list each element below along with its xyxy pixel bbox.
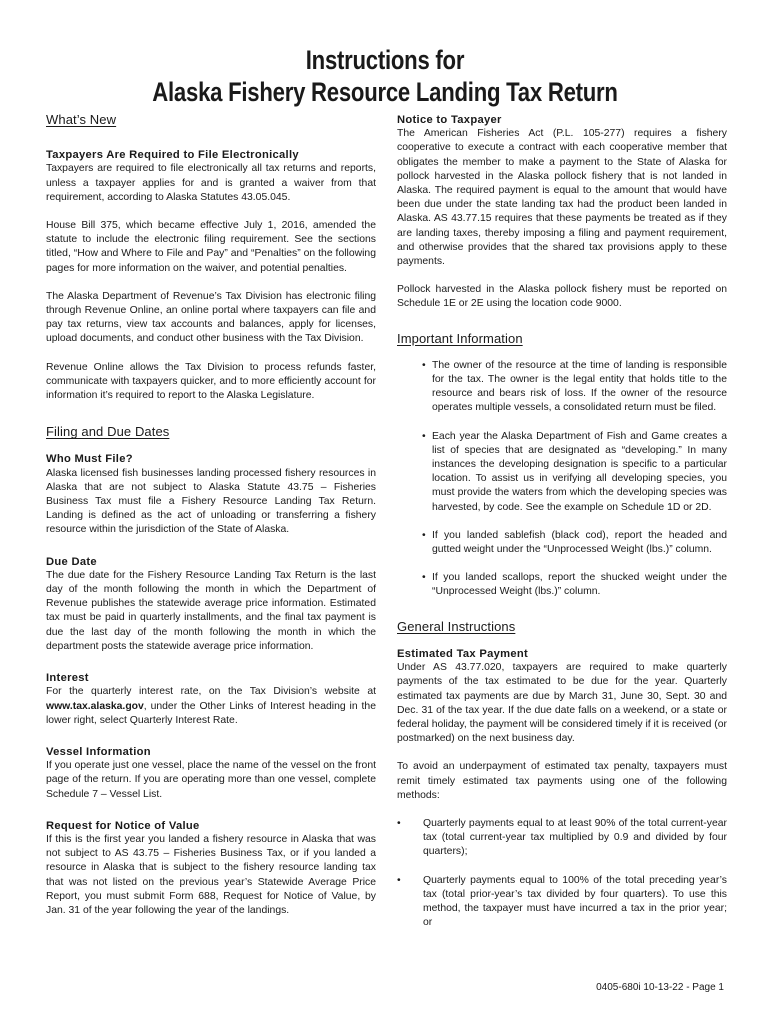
list-item: • If you landed scallops, report the shucked weight under the “Unprocessed Weight (lbs.)” column. <box>397 571 727 599</box>
list-item: • Quarterly payments equal to 100% of the total preceding year’s tax (total prior-year’s tax divided by four quarters). To use this method, the taxpayer must have incurred a tax in the prior year; or <box>397 874 727 931</box>
general-instructions-heading: General Instructions <box>397 618 516 634</box>
interest-text-post: , under the Other Links of Interest heading in the lower right, select Quarterly Interest Rate. <box>46 700 376 726</box>
title-line-2: Alaska Fishery Resource Landing Tax Return <box>152 77 618 107</box>
notice-paragraph-2: Pollock harvested in the Alaska pollock fishery must be reported on Schedule 1E or 2E using the location code 9000. <box>397 284 727 310</box>
due-date-heading: Due Date <box>46 555 97 568</box>
request-notice-paragraph: If this is the first year you landed a fishery resource in Alaska that was not subject to AS 43.75 – Fisheries Business Tax, or if you landed a resource in Alaska that is subject to the fishery resource landing tax that was not listed on the previous year’s Statewide Average Price Report, you must submit Form 688, Request for Notice of Value, by Jan. 31 of the year following the year of the landings. <box>46 833 376 916</box>
interest-text-pre: For the quarterly interest rate, on the Tax Division’s website at <box>46 686 376 698</box>
due-date-paragraph: The due date for the Fishery Resource Landing Tax Return is the last day of the month following the month in which the Department of Revenue publishes the statewide average price information. Estimated tax must be paid in quarterly installments, and the final tax payment is due the last day of the month following the month in which the department posts the statewide average price information. <box>46 569 376 652</box>
vessel-information-heading: Vessel Information <box>46 745 151 758</box>
estimated-tax-list <box>397 817 727 930</box>
list-item: • Each year the Alaska Department of Fish and Game creates a list of species that are designated as “developing.” In many instances the developing designation is specific to a particular location. To assist us in verifying all developing species, you must provide the waters from which the developing species was harvested, by code. See the example on Schedule 1D or 2D. <box>397 430 727 515</box>
important-list <box>397 359 727 600</box>
notice-paragraph-1: The American Fisheries Act (P.L. 105-277) requires a fishery cooperative to execute a contract with each cooperative member that obligates the member to make a payment to the State of Alaska for pollock harvested in the Alaska pollock fishery that is not landed in Alaska. The required payment is equal to the amount that would have been due under the state landing tax had the product been landed in Alaska. AS 43.77.15 requires that these payments be treated as if they are landing taxes, thereby imposing a filing and payment requirement, and otherwise provides that the shared tax provisions apply to these payments. <box>397 128 727 268</box>
file-electronically-paragraph-3: The Alaska Department of Revenue’s Tax Division has electronic filing through Revenue Online, an online portal where taxpayers can file and pay tax returns, view tax accounts and balances, apply for licenses, upload documents, and conduct other business with the Tax Division. <box>46 290 376 345</box>
right-column <box>397 113 727 930</box>
list-item: • The owner of the resource at the time of landing is responsible for the tax. The owner is the legal entity that holds title to the resource and bears risk of loss. If the owner of the resource operates multiple vessels, a consolidated return must be filed. <box>397 359 727 416</box>
notice-heading: Notice to Taxpayer <box>397 114 502 126</box>
who-must-file-paragraph: Alaska licensed fish businesses landing processed fishery resources in Alaska that are not subject to Alaska Statute 43.75 – Fisheries Business Tax must file a Fishery Resource Landing Tax Return. Landing is defined as the act of unloading or transferring a fishery resource within the jurisdiction of the State of Alaska. <box>46 467 376 536</box>
whats-new-heading: What’s New <box>46 112 117 127</box>
file-electronically-heading: Taxpayers Are Required to File Electronically <box>46 149 299 162</box>
interest-heading: Interest <box>46 672 89 685</box>
request-notice-heading: Request for Notice of Value <box>46 819 200 832</box>
left-column <box>46 113 376 918</box>
file-electronically-paragraph-4: Revenue Online allows the Tax Division to process refunds faster, communicate with taxpayers quicker, and to more efficiently account for information it’s required to report to the Alaska Legislature. <box>46 361 376 402</box>
vessel-information-paragraph: If you operate just one vessel, place the name of the vessel on the front page of the return. If you are operating more than one vessel, complete Schedule 7 – Vessel List. <box>46 760 376 800</box>
important-information-heading: Important Information <box>397 330 523 346</box>
list-item: • Quarterly payments equal to at least 90% of the total current-year tax (total current-year tax multiplied by 0.9 and divided by four quarters); <box>397 817 727 860</box>
estimated-tax-paragraph-1: Under AS 43.77.020, taxpayers are required to make quarterly payments of the tax estimated to be due for the year. Quarterly estimated tax payments are due by March 31, June 30, Sept. 30 and Dec. 31 of the tax year. If the due date falls on a weekend, or a state or federal holiday, the payment will be considered timely if it is received (or postmarked) on the next business day. <box>397 662 727 745</box>
page-title <box>69 44 700 108</box>
interest-paragraph <box>46 685 376 728</box>
title-line-1: Instructions for <box>305 45 465 75</box>
file-electronically-paragraph-1: Taxpayers are required to file electronically all tax returns and reports, unless a taxpayer applies for and is granted a waiver from that requirement, according to Alaska Statutes 43.05.045. <box>46 163 376 203</box>
page-footer: 0405-680i 10-13-22 - Page 1 <box>596 982 724 993</box>
list-item: • If you landed sablefish (black cod), report the headed and gutted weight under the “Unprocessed Weight (lbs.)” column. <box>397 529 727 557</box>
tax-website-link[interactable]: www.tax.alaska.gov <box>46 700 144 712</box>
estimated-tax-paragraph-2: To avoid an underpayment of estimated tax penalty, taxpayers must remit timely estimated tax payments using one of the following methods: <box>397 761 727 801</box>
filing-due-dates-heading: Filing and Due Dates <box>46 424 170 440</box>
estimated-tax-heading: Estimated Tax Payment <box>397 647 529 660</box>
who-must-file-heading: Who Must File? <box>46 453 133 466</box>
file-electronically-paragraph-2: House Bill 375, which became effective July 1, 2016, amended the statute to include the electronic filing requirement. See the sections titled, “How and Where to File and Pay” and “Penalties” on the following pages for more information on the waiver, and potential penalties. <box>46 220 376 274</box>
